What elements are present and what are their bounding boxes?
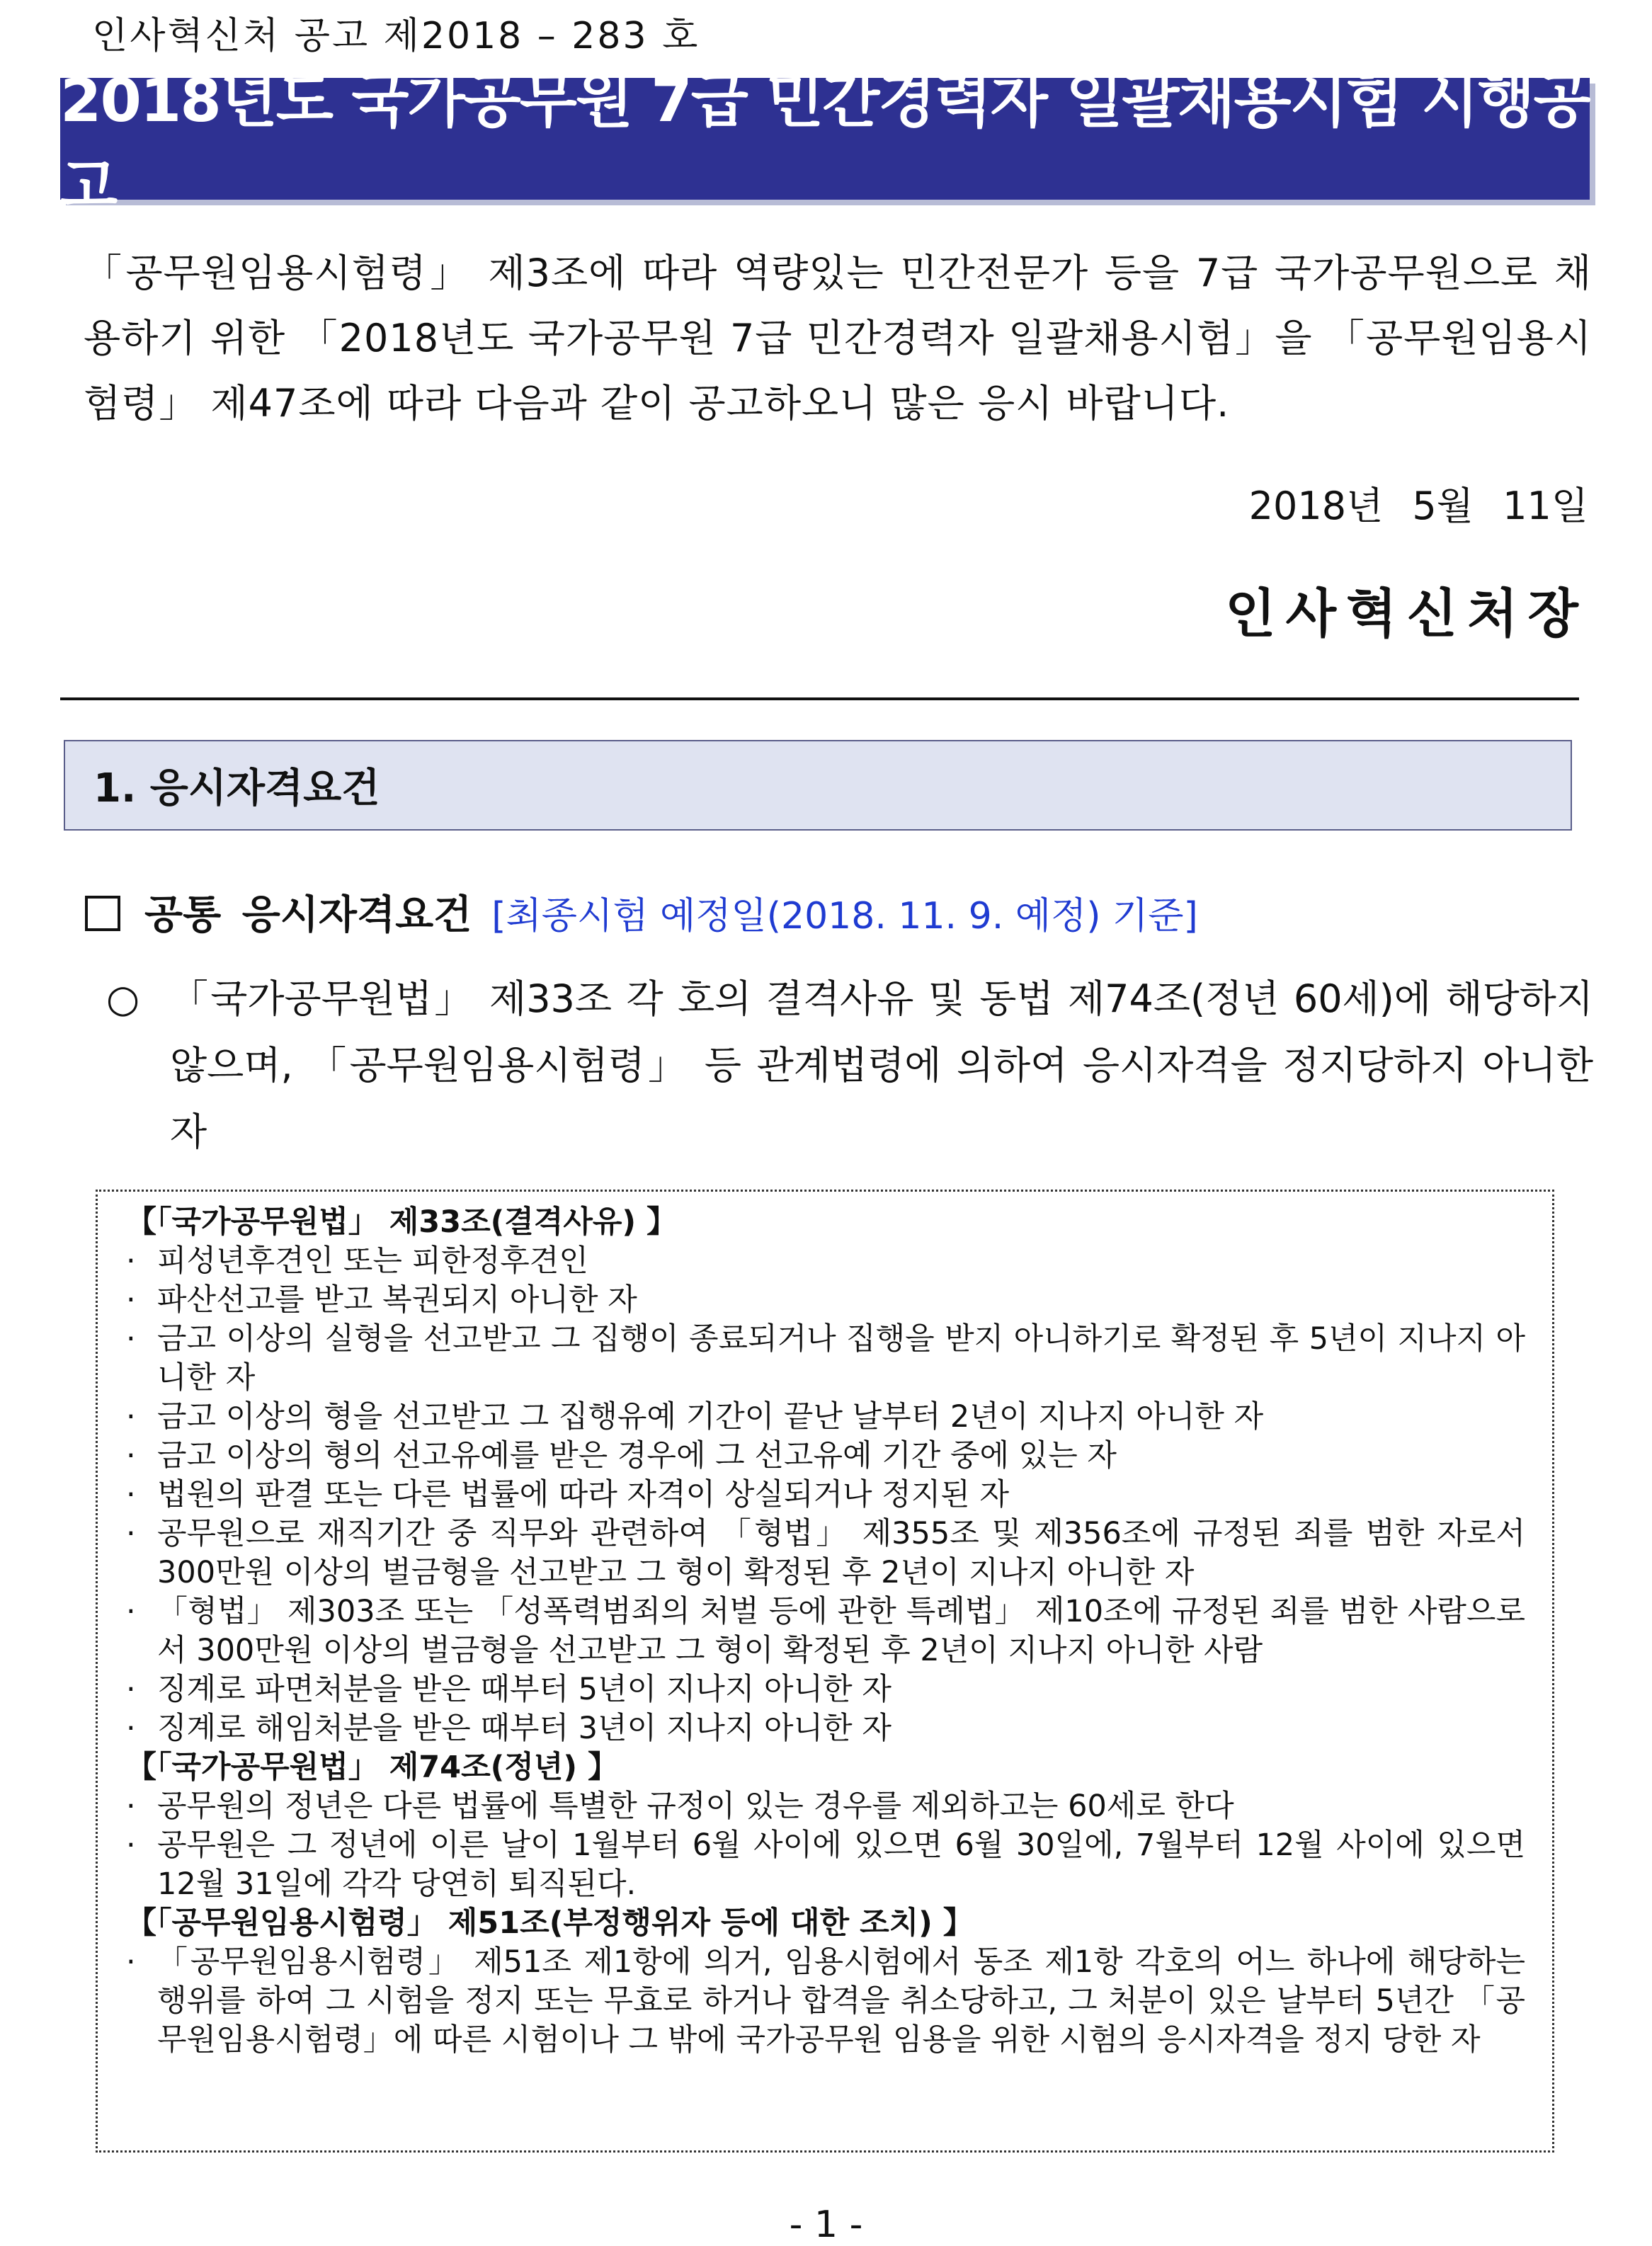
notice-number: 인사혁신처 공고 제2018 – 283 호 (92, 15, 700, 57)
law-item (126, 1398, 1525, 1437)
dot-bullet-icon: · (126, 1789, 136, 1824)
law-item-text: 「형법」 제303조 또는 「성폭력범죄의 처벌 등에 관한 특례법」 제10조에 규정된 죄를 범한 사람으로서 300만원 이상의 벌금형을 선고받고 그 형이 확정된 후 2년이 지나지 아니한 사람 (157, 1594, 1525, 1668)
intro-paragraph: 「공무원임용시험령」 제3조에 따라 역량있는 민간전문가 등을 7급 국가공무원으로 채용하기 위한 「2018년도 국가공무원 7급 민간경력자 일괄채용시험」을 「공무원임용시험령」 제47조에 따라 다음과 같이 공고하오니 많은 응시 바랍니다. (84, 251, 1592, 426)
square-bullet-icon (85, 896, 120, 931)
law-item (126, 1242, 1525, 1281)
section-title: 1. 응시자격요건 (93, 765, 380, 811)
dot-bullet-icon: · (126, 1477, 136, 1512)
law-item-text: 「공무원임용시험령」 제51조 제1항에 의거, 임용시험에서 동조 제1항 각호의 어느 하나에 해당하는 행위를 하여 그 시험을 정지 또는 무효로 하거나 합격을 취소당하고, 그 처분이 있은 날부터 5년간 「공무원임용시험령」에 따른 시험이나 그 밖에 국가공무원 임용을 위한 시험의 응시자격을 정지 당한 자 (157, 1944, 1525, 2058)
sub-heading-text: 공통 응시자격요건 (144, 892, 472, 938)
law-item (126, 1476, 1525, 1515)
law-item-text: 피성년후견인 또는 피한정후견인 (157, 1243, 588, 1279)
divider (60, 697, 1579, 700)
page-title: 2018년도 국가공무원 7급 민간경력자 일괄채용시험 시행공고 (60, 66, 1590, 221)
law-heading: 【「공무원임용시험령」 제51조(부정행위자 등에 대한 조치) 】 (126, 1905, 974, 1941)
page-number: - 1 - (789, 2204, 863, 2246)
law-item-text: 법원의 판결 또는 다른 법률에 따라 자격이 상실되거나 정지된 자 (157, 1477, 1010, 1512)
dot-bullet-icon: · (126, 1672, 136, 1707)
law-item-text: 징계로 파면처분을 받은 때부터 5년이 지나지 아니한 자 (157, 1672, 891, 1707)
law-item (126, 1787, 1525, 1826)
law-item-text: 금고 이상의 형의 선고유예를 받은 경우에 그 선고유예 기간 중에 있는 자 (157, 1438, 1117, 1473)
dot-bullet-icon: · (126, 1516, 136, 1551)
title-banner (60, 66, 1590, 221)
law-item (126, 1709, 1525, 1748)
signer: 인사혁신처장 (1225, 583, 1588, 644)
dot-bullet-icon: · (126, 1282, 136, 1318)
law-excerpt-box (96, 1190, 1554, 2153)
circle-bullet-icon: ○ (106, 976, 140, 1021)
dot-bullet-icon: · (126, 1594, 136, 1629)
law-item (126, 1320, 1525, 1398)
law-item (126, 1670, 1525, 1709)
law-item-text: 금고 이상의 실형을 선고받고 그 집행이 종료되거나 집행을 받지 아니하기로 확정된 후 5년이 지나지 아니한 자 (157, 1321, 1525, 1396)
section-header (64, 740, 1572, 831)
announcement-date: 2018년 5월 11일 (1248, 484, 1588, 528)
law-item-text: 공무원으로 재직기간 중 직무와 관련하여 「형법」 제355조 및 제356조에 규정된 죄를 범한 자로서 300만원 이상의 벌금형을 선고받고 그 형이 확정된 후 2년이 지나지 아니한 자 (157, 1516, 1525, 1590)
law-heading: 【「국가공무원법」 제33조(결격사유) 】 (126, 1204, 678, 1240)
law-heading: 【「국가공무원법」 제74조(정년) 】 (126, 1750, 618, 1785)
law-item (126, 1826, 1525, 1904)
dot-bullet-icon: · (126, 1243, 136, 1279)
law-item-text: 공무원은 그 정년에 이른 날이 1월부터 6월 사이에 있으면 6월 30일에, 7월부터 12월 사이에 있으면 12월 31일에 각각 당연히 퇴직된다. (157, 1828, 1525, 1902)
law-item (126, 1592, 1525, 1670)
law-item-text: 공무원의 정년은 다른 법률에 특별한 규정이 있는 경우를 제외하고는 60세로 한다 (157, 1789, 1234, 1824)
law-item-text: 징계로 해임처분을 받은 때부터 3년이 지나지 아니한 자 (157, 1711, 891, 1746)
dot-bullet-icon: · (126, 1321, 136, 1357)
circle-item (106, 966, 1593, 1165)
sub-heading-note: [최종시험 예정일(2018. 11. 9. 예정) 기준] (491, 895, 1198, 937)
law-item-text: 금고 이상의 형을 선고받고 그 집행유예 기간이 끝난 날부터 2년이 지나지 아니한 자 (157, 1399, 1264, 1435)
sub-heading (85, 884, 1198, 940)
circle-item-text: 「국가공무원법」 제33조 각 호의 결격사유 및 동법 제74조(정년 60세)에 해당하지 않으며, 「공무원임용시험령」 등 관계법령에 의하여 응시자격을 정지당하지 아니한 자 (170, 976, 1593, 1154)
law-item (126, 1515, 1525, 1592)
dot-bullet-icon: · (126, 1399, 136, 1435)
dot-bullet-icon: · (126, 1438, 136, 1473)
law-item (126, 1437, 1525, 1476)
dot-bullet-icon: · (126, 1828, 136, 1863)
dot-bullet-icon: · (126, 1711, 136, 1746)
law-item-text: 파산선고를 받고 복권되지 아니한 자 (157, 1282, 637, 1318)
dot-bullet-icon: · (126, 1944, 136, 1980)
law-item (126, 1281, 1525, 1320)
law-item (126, 1943, 1525, 2060)
